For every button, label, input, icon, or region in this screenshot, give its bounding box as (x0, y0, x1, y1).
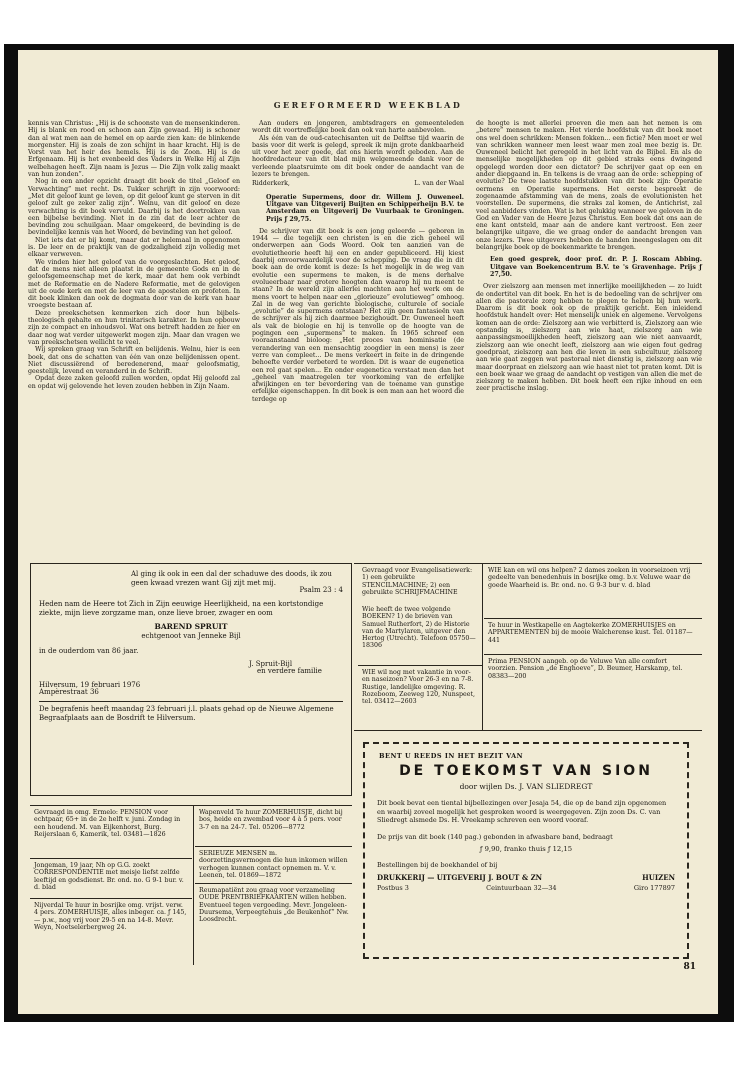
obituary-intro: Heden nam de Heere tot Zich in Zijn eeuwige Heerlijkheid, na een kortstondige ziekte, mijn lieve zorgzame man, onze lieve broer, zwager en oom (39, 600, 324, 617)
ad-text: Nijverdal Te huur in bosrijke omg. vrijst. verw. 4 pers. ZOMERHUISJE, alles inbeger. ca. ƒ 145,— p.w., nog vrij voor 29-5 en na 14-8. Mevr. Weyn, Noetselerbergweg 24. (34, 902, 187, 931)
obituary-signer: J. Spruit-Bijl (249, 660, 293, 669)
classified-ad (484, 620, 700, 646)
ad-giro: Giro 177897 (633, 883, 675, 892)
paragraph: Niet iets dat er bij komt, maar dat er helemaal in opgenomen is. De leer en de praktijk van de godzaligheid zijn volledig met elkaar verweven. (28, 236, 240, 259)
paragraph: De schrijver van dit boek is een jong geleerde — geboren in 1944 — die tegelijk een christen is en die zich geheel wil onderwerpen aan Gods Woord. Ook ten aanzien van de evolutietheorie heeft hij een en ander gepubliceerd. Hij kiest daarbij onvoorwaardelijk voor de schepping. De vraag die in dit boek aan de orde komt is deze: Is het mogelijk in de weg van evolutie een supermens te maken, is de mens derhalve evolueerbaar naar grotere hoogten dan waarop hij nu meent te staan? In de wereld zijn allerlei machten aan het werk om de mens voort te helpen naar een „glorieuze” evolutieweg” omhoog. Zal in de weg van gerichte biologische, culturele of sociale „evolutie” de supermens ontstaan? Het zijn geen fantasieën van de schrijver als hij zich daarmee bezighoudt. Dr. Ouweneel heeft als vak de biologie en hij is tenvolle op de hoogte van de pogingen een „supermens” te maken. In 1965 schreef een vooraanstaand bioloog: „Het proces van hominisatie (de verandering van een mensachtig zoogdier in een mens) is zeer verre van compleet... De mens verkeert in feite in de dringende behoefte verder verbeterd te worden. Dit is waar de eugenetica een rol gaat spelen... En onder eugenetica verstaat men dan het „geheel van maatregelen ter voorkoming van de erfelijke afwijkingen en ter bevordering van de toename van gunstige erfelijke eigenschappen. In dit boek is een man aan het woord die terdege op (252, 227, 464, 403)
ad-price: De prijs van dit boek (140 pag.) gebonden in afwasbare band, bedraagt (377, 832, 613, 841)
ad-text: Te huur in Westkapelle en Aagtekerke ZOMERHUISJES en APPARTEMENTEN bij de mooie Walcherense kust. Tel. 01187—441 (488, 622, 693, 644)
ad-text: Reumapatiënt zou graag voor verzameling OUDE PRENTBRIEFKAARTEN willen hebben. Eventueel tegen vergoeding. Mevr. Jongeleen-Duursema, Verpeegtehuis „de Beukenhof” Nw. Loosdrecht. (199, 887, 349, 924)
classified-ad (358, 604, 482, 652)
ad-publisher: DRUKKERIJ — UITGEVERIJ J. BOUT & ZN (377, 872, 543, 882)
paragraph: Deze preekschetsen kenmerken zich door hun bijbels-theologisch gehalte en hun trinitarisch karakter. In hun opbouw zijn ze compact en inhoudsvol. Wat ons betreft hadden ze hier en daar nog wat verder uitgewerkt mogen zijn. Maar dan vragen we van preekschetsen wellicht te veel. (28, 309, 240, 346)
ad-body: Dit boek bevat een tiental bijbellezingen over Jesaja 54, die op de band zijn opgenomen en waarbij zoveel mogelijk het gesproken woord is weergegeven. Zijn zoon Ds. C. van Sliedregt alsmede Ds. H. Vreekamp schreven een woord vooraf. (377, 799, 667, 824)
running-header: GEREFORMEERD WEEKBLAD (273, 100, 463, 110)
ad-text: Wie heeft de twee volgende BOEKEN? 1) de brieven van Samuel Rutherfort, 2) de Historie van de Martylaren, uitgever den Hertog (Utrecht). Telefoon 05750—18306 (362, 606, 476, 650)
classified-ad (358, 565, 482, 598)
ad-city: HUIZEN (642, 872, 675, 882)
obituary-notice (30, 563, 352, 796)
paragraph: Over zielszorg aan mensen met innerlijke moeilijkheden — zo luidt de ondertitel van dit boek. En het is de bedoeling van de schrijver om allen die pastorale zorg hebben te plegen te helpen bij hun werk. Daarom is dit boek ook op de praktijk gericht. Een inleidend hoofdstuk handelt over: Het menselijk uniek en algemene. Vervolgens komen aan de orde: Zielszorg aan wie verbitterd is, Zielszorg aan wie opstandig is, zielszorg aan wie haat, zielszorg aan wie aanpassingsmoeilijkheden heeft, zielszorg aan wie niet aanvaardt, zielszorg aan wie onecht leeft, zielszorg aan wie eigen fout gedrag goedpraat, zielszorg aan hen die leven in een subcultuur, zielszorg aan wie gaat zeggen wat pastoraal niet dienstig is, zielszorg aan wie maar doorpraat en zielszorg aan wie haast niet tot praten komt. Dit is een boek waar we graag de aandacht op vestigen van allen die met de zielszorg te maken hebben. Dit boek heeft een rijke inhoud en een zeer practische inslag. (476, 283, 702, 393)
signature (252, 180, 464, 187)
obituary-signer-family: en verdere familie (257, 667, 322, 676)
obituary-burial: De begrafenis heeft maandag 23 februari j.l. plaats gehad op de Nieuwe Algemene Begraafplaats aan de Bosdrift te Hilversum. (39, 705, 334, 722)
classified-ad (30, 860, 192, 893)
obituary-spouse: echtgenoot van Jenneke Bijl (141, 631, 241, 640)
book-review-heading: Operatie Supermens, door dr. Willem J. Ouweneel. Uitgave van Uitgeverij Buijten en Schipperheijn B.V. te Amsterdam en Uitgeverij De Vuurbaak te Groningen. Prijs ƒ 29,75. (266, 193, 464, 223)
paragraph: We vinden hier het geloof van de voorgeslachten. Het geloof, dat de mens niet alleen plaatst in de gemeente Gods en in de geloofsgemeenschap met de kerk, maar dat hem ook verbindt met de Reformatie en de Nadere Reformatie, met de gelovigen uit de oude kerk en met de leer van de apostelen en profeten. In dit boek klinken dan ook de dogmata door van de kerk van haar vroegste bestaan af. (28, 258, 240, 310)
ad-text: SERIEUZE MENSEN m. doorzettingsvermogen die hun inkomen willen verhogen kunnen contact opnemen m. V. v. Leenen, tel. 01869—1872 (199, 850, 348, 879)
paragraph: Nog in een ander opzicht draagt dit boek de titel „Geloof en Verwachting” met recht. Ds. Tukker schrijft in zijn voorwoord: „Met dit geloof kunt ge leven, op dit geloof kunt ge sterven in dit geloof zult ge zeker zalig zijn”. Welnu, van dit geloof en deze verwachting is dit boek vervuld. Daarbij is het doortrokken van een bijbelse bevinding. Niet in de zin dat de leer achter de bevinding zou schuilgaan. Maar omgekeerd, de bevinding is de bevindelijke kennis van het Woord, de bevinding van het geloof. (28, 178, 240, 237)
newspaper-page (18, 50, 718, 1014)
paragraph: Aan ouders en jongeren, ambtsdragers en gemeenteleden wordt dit voortreffelijke boek dan ook van harte aanbevolen. (252, 120, 464, 135)
ad-kicker: BENT U REEDS IN HET BEZIT VAN (379, 752, 524, 760)
book-review-heading: Een goed gesprek, door prof. dr. P. J. Roscam Abbing. Uitgave van Boekencentrum B.V. te 's Gravenhage. Prijs ƒ 27,50. (490, 256, 702, 278)
ad-text: WIE wil nog met vakantie in voor- en naseizoen? Voor 26-3 en na 7-8. Rustige, landelijke omgeving. R. Rozeboom, Zeeweg 120, Nunspeet, tel. 03412—2603 (362, 669, 476, 706)
ad-text: Prima PENSION aangeb. op de Veluwe Van alle comfort voorzien. Pension „de Enghoeve”, D. Beumer, Harskamp, tel. 08383—200 (488, 658, 683, 680)
obituary-verse: Al ging ik ook in een dal der schaduwe des doods, ik zou geen kwaad vrezen want Gij zijt met mij. (131, 570, 332, 587)
paragraph: Wij spreken graag van Schrift en belijdenis. Welnu, hier is een boek, dat ons de schatten van één van onze belijdenissen opent. Niet discussiërend of beredenerend, maar geloofsmatig, geestelijk, levend en veranderd in de Schrift. (28, 346, 240, 376)
paragraph: Als één van de oud-catechisanten uit de Delftse tijd waarin de basis voor dit werk is gelegd, spreek ik mijn grote dankbaarheid uit voor het zeer goede, dat ons hierin wordt geboden. Aan de hoofdredacteur van dit blad mijn welgemeende dank voor de verleende plaatsruimte om dit boek onder de aandacht van de lezers te brengen. (252, 134, 464, 179)
column-1 (28, 120, 240, 390)
paragraph: Opdat deze zaken geloofd zullen worden, opdat Hij geloofd zal en opdat wij gelovende het leven zouden hebben in Zijn Naam. (28, 375, 240, 390)
ad-author: door wijlen Ds. J. VAN SLIEDREGT (459, 782, 593, 791)
ad-order: Bestellingen bij de boekhandel of bij (377, 860, 498, 869)
page-number: 81 (683, 962, 696, 972)
column-3 (476, 120, 702, 393)
obituary-address: Ampèrestraat 36 (39, 688, 99, 697)
paragraph: de hoogte is met allerlei proeven die men aan het nemen is om „betere” mensen te maken. Het vierde hoofdstuk van dit boek moet ons wel doen schrikken: Mensen fokken... een fictie? Men moet er wel van schrikken wanneer men leest waar men zoal mee bezig is. Dr. Ouweneel belicht het geregeld in het licht van de Bijbel. En als de menselijke mogelijkheden op dit gebied straks eens dwingend opgelegd worden door een dictator? De schrijver gaat op een en ander diepgaand in. En telkens is de vraag aan de orde: schepping of evolutie? De twee laatste hoofdstukken van dit boek zijn: Operatie oermens en Operatie supermens. Het eerste bespreekt de zogenaamde afstamming van de mens, zoals de evolutionisten het voorstellen. De supermens, die straks zal komen, de Antichrist, zal veel aanbidders vinden. Wat is het gelukkig wanneer we geloven in de God en Vader van de Heere Jezus Christus. Een boek dat ons aan de ene kant ontsteld, maar aan de andere kant vertroost. Een zeer belangrijke uitgave, die we graag onder de aandacht brengen van onze lezers. Twee uitgevers hebben de handen ineengeslagen om dit belangrijke boek op de boekenmarkte te brengen. (476, 120, 702, 252)
classified-ad (195, 885, 353, 925)
classified-ad (30, 900, 192, 933)
ad-text: Gevraagd in omg. Ermelo: PENSION voor echtpaar, 65+ in de 2e helft v. juni. Zondag in een houdend. M. van Eijkenhorst, Burg. Reijerslaan 6, Kamerik, tel. 03481—1826 (34, 809, 181, 838)
ad-price-amount: ƒ 9,90, franko thuis ƒ 12,15 (479, 844, 573, 853)
ad-text: Jongeman, 19 jaar, Nh op G.G. zoekt CORRESPONDENTIE met meisje liefst zelfde leeftijd en godsdienst. Br. ond. no. G 9-1 bur. v. d. blad (34, 862, 184, 891)
ad-text: Gevraagd voor Evangelisatiewerk: 1) een gebruikte STENCILMACHINE; 2) een gebruikte SCHRIJFMACHINE (362, 567, 473, 596)
classified-ad (30, 807, 192, 840)
classified-ad (358, 667, 482, 707)
signature-place: Ridderkerk, (252, 180, 290, 188)
obituary-age: in de ouderdom van 86 jaar. (39, 646, 139, 655)
classified-ad (195, 807, 353, 833)
book-advertisement (363, 742, 689, 959)
paragraph: kennis van Christus: „Hij is de schoonste van de mensenkinderen. Hij is blank en rood en schoon aan Zijn gewaad. Hij is schoner dan al wat men aan de hemel en op aarde zien kan: de blinkende morgenster. Hij is zoals de zon schijnt in haar kracht. Hij is de Vorst van het heir des hemels. Hij is de Zoon. Hij is de Erfgenaam. Hij is het evenbeeld des Vaders in Welke Hij al Zijn welbehagen heeft. Zijn naam is Jezus — Die Zijn volk zalig maakt van hun zonden”. (28, 120, 240, 179)
classified-ad (484, 656, 700, 682)
obituary-place-date: Hilversum, 19 februari 1976 (39, 680, 141, 689)
obituary-verse-ref: Psalm 23 : 4 (299, 586, 343, 594)
ad-text: WIE kan en wil ons helpen? 2 dames zoeken in voorseizoen vrij gedeelte van benedenhuis in bosrijke omg. b.v. Veluwe waar de goede Waarheid is. Br. ond. no. G 9-3 bur v. d. blad (488, 567, 691, 589)
ad-postbus: Postbus 3 (377, 883, 409, 892)
ad-text: Wapenveld Te huur ZOMERHUISJE, dicht bij bos, heide en zwembad voor 4 à 5 pers. voor 3-7 en na 24-7. Tel. 05206—8772 (199, 809, 343, 831)
column-2 (252, 120, 464, 403)
classified-ad (195, 848, 353, 881)
signature-name: L. van der Waal (414, 180, 464, 188)
obituary-name: BAREND SPRUIT (154, 622, 228, 632)
ad-street: Ceintuurbaan 32—34 (486, 883, 557, 892)
ad-title: DE TOEKOMST VAN SION (399, 763, 653, 779)
classified-ad (484, 565, 700, 591)
